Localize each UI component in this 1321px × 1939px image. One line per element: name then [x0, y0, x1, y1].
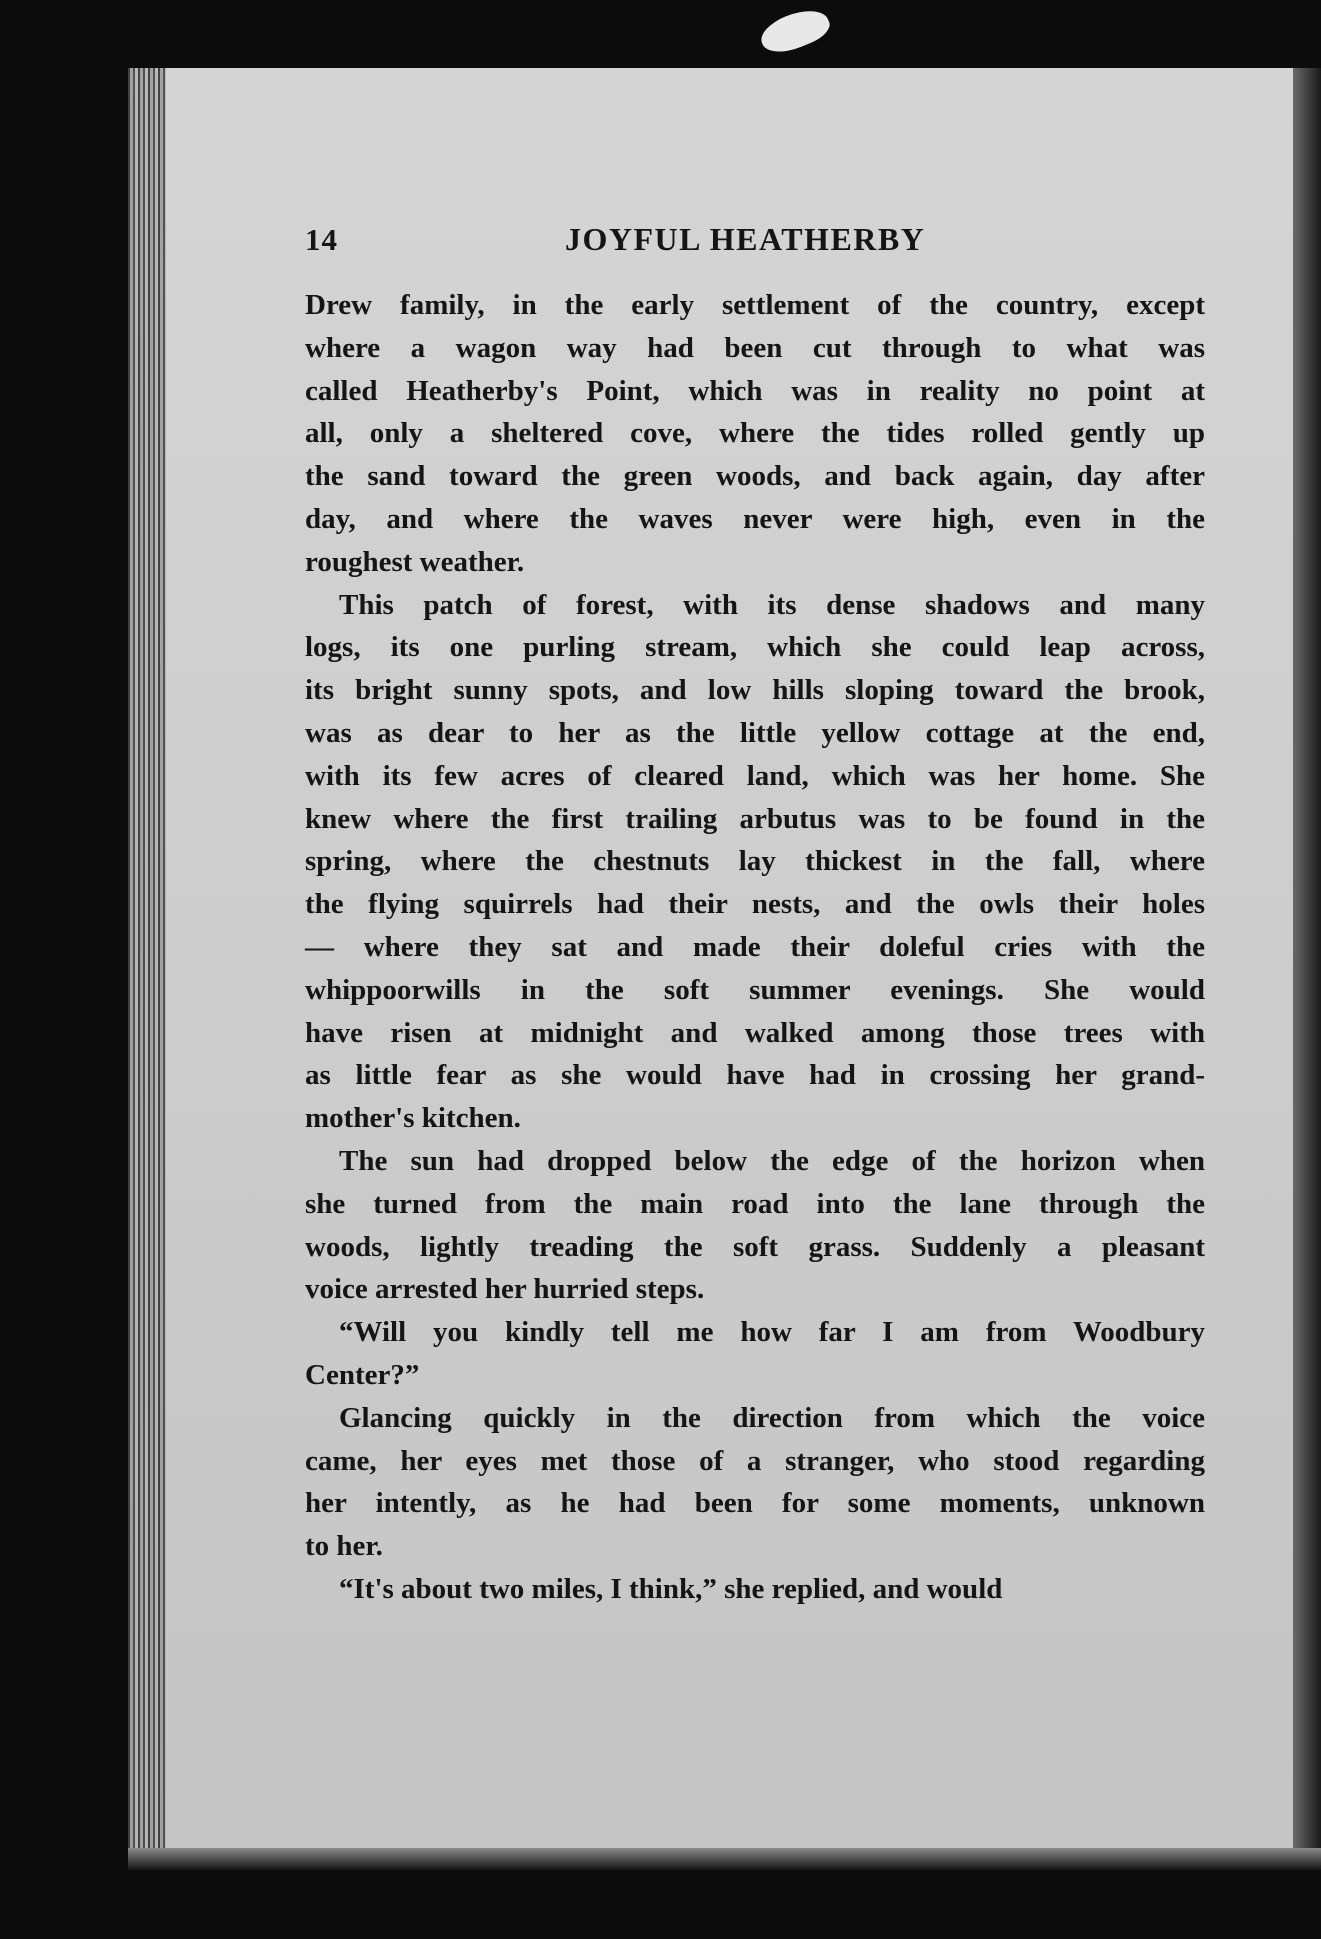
body-text	[305, 284, 1205, 1611]
text-line: day, and where the waves never were high, even in the	[305, 502, 1205, 535]
paragraph	[305, 284, 1205, 584]
text-line: “It's about two miles, I think,” she replied, and would	[339, 1572, 1003, 1605]
text-line: — where they sat and made their doleful cries with the	[305, 930, 1205, 963]
paragraph	[305, 584, 1205, 1140]
text-line: came, her eyes met those of a stranger, who stood regarding	[305, 1444, 1205, 1477]
page-number: 14	[305, 222, 338, 257]
text-line: the sand toward the green woods, and back again, day after	[305, 460, 1205, 493]
text-line: was as dear to her as the little yellow cottage at the end,	[305, 716, 1205, 749]
text-line: with its few acres of cleared land, which was her home. She	[305, 759, 1205, 792]
text-line: Drew family, in the early settlement of the country, except	[305, 289, 1205, 321]
page-right-shadow	[1293, 68, 1321, 1868]
text-line: knew where the first trailing arbutus was to be found in the	[305, 802, 1205, 835]
text-line: called Heatherby's Point, which was in reality no point at	[305, 374, 1205, 407]
text-line: woods, lightly treading the soft grass. Suddenly a pleasant	[305, 1230, 1205, 1263]
text-line: all, only a sheltered cove, where the tides rolled gently up	[305, 417, 1205, 450]
text-line: The sun had dropped below the edge of the horizon when	[339, 1144, 1205, 1177]
text-line: she turned from the main road into the lane through the	[305, 1187, 1205, 1220]
text-line: roughest weather.	[305, 545, 525, 578]
running-head	[305, 218, 1205, 278]
text-line: Glancing quickly in the direction from which the voice	[339, 1401, 1205, 1434]
text-line: spring, where the chestnuts lay thickest in the fall, where	[305, 845, 1205, 878]
page-binding-edge	[128, 68, 166, 1868]
text-line: the flying squirrels had their nests, and the owls their holes	[305, 888, 1205, 921]
text-line: voice arrested her hurried steps.	[305, 1273, 705, 1306]
text-line: “Will you kindly tell me how far I am from Woodbury	[339, 1316, 1205, 1349]
text-line: whippoorwills in the soft summer evenings. She would	[305, 973, 1205, 1006]
text-line: as little fear as she would have had in crossing her grand-	[305, 1059, 1205, 1092]
paragraph	[305, 1140, 1205, 1311]
text-line: logs, its one purling stream, which she could leap across,	[305, 631, 1205, 664]
text-line: where a wagon way had been cut through to what was	[305, 331, 1205, 364]
text-line: have risen at midnight and walked among those trees with	[305, 1016, 1205, 1049]
text-line: This patch of forest, with its dense shadows and many	[339, 588, 1205, 621]
text-line: Center?”	[305, 1358, 420, 1391]
paragraph	[305, 1397, 1205, 1568]
book-title: JOYFUL HEATHERBY	[565, 221, 926, 257]
scan-blot-mark	[756, 2, 834, 60]
paragraph	[305, 1568, 1205, 1611]
text-line: mother's kitchen.	[305, 1102, 521, 1135]
text-line: its bright sunny spots, and low hills sloping toward the brook,	[305, 674, 1205, 707]
text-line: to her.	[305, 1530, 383, 1563]
paragraph	[305, 1311, 1205, 1397]
text-line: her intently, as he had been for some moments, unknown	[305, 1487, 1205, 1520]
page-text-block	[305, 218, 1205, 1611]
page-bottom-shadow	[128, 1848, 1321, 1870]
